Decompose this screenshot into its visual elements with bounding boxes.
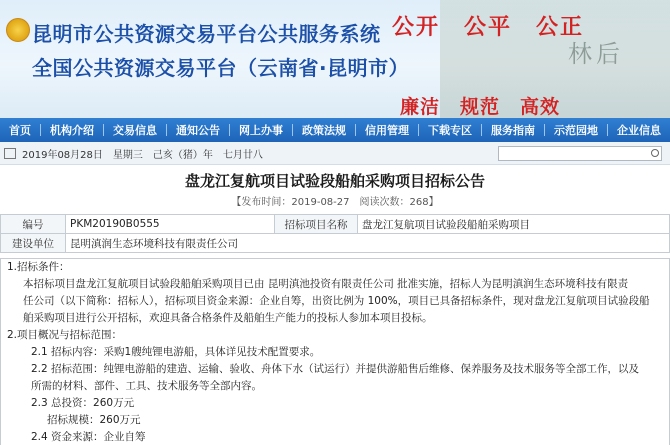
date-bar: [0, 142, 670, 165]
nav-item-trade-info[interactable]: 交易信息: [113, 124, 157, 137]
slogan-bottom: 廉洁 规范 高效: [400, 96, 561, 118]
nav-item-policies[interactable]: 政策法规: [302, 124, 346, 137]
nav-item-enterprise[interactable]: 企业信息: [617, 124, 661, 137]
section-heading: 2.项目概况与招标范围：: [7, 329, 123, 341]
calendar-icon: [4, 148, 16, 159]
search-input[interactable]: [498, 146, 662, 161]
site-banner: [0, 0, 670, 118]
article-body: [0, 258, 670, 445]
paragraph-line: 任公司（以下简称：招标人），招标项目资金来源：企业自筹，出资比例为 100%，项目已具备招标条件，现对盘龙江复航项目试验段船: [23, 295, 650, 307]
nav-item-notices[interactable]: 通知公告: [176, 124, 220, 137]
emblem-icon: [6, 18, 30, 42]
search-icon[interactable]: [651, 149, 659, 157]
section-heading: 1.招标条件：: [7, 261, 70, 273]
paragraph-line: 2.2 招标范围：纯锂电游船的建造、运输、验收、舟体下水（试运行）并提供游船售后维修、保养服务及技术服务等全部工作，以及: [31, 363, 640, 375]
paragraph-line: 招标规模：260万元: [47, 414, 141, 426]
paragraph-line: 舶采购项目进行公开招标，欢迎具备合格条件及船舶生产能力的投标人参加本项目投标。: [23, 312, 433, 324]
main-nav: [0, 118, 670, 142]
nav-item-downloads[interactable]: 下载专区: [428, 124, 472, 137]
code-value: PKM20190B0555: [66, 215, 275, 234]
slogan-top: 公开 公平 公正: [392, 15, 585, 40]
project-info-table: [0, 214, 670, 253]
site-subtitle: 全国公共资源交易平台（云南省·昆明市）: [32, 56, 410, 80]
builder-label: 建设单位: [1, 234, 66, 253]
table-row: [1, 234, 670, 253]
paragraph-line: 2.3 总投资：260万元: [31, 397, 135, 409]
nav-item-online-services[interactable]: 网上办事: [239, 124, 283, 137]
paragraph-line: 所需的材料、部件、工具、技术服务等全部内容。: [31, 380, 262, 392]
current-date: 2019年08月28日 星期三 己亥（猪）年 七月廿八: [22, 149, 263, 161]
nav-item-about[interactable]: 机构介绍: [50, 124, 94, 137]
nav-item-credit[interactable]: 信用管理: [365, 124, 409, 137]
site-title: 昆明市公共资源交易平台公共服务系统: [32, 22, 381, 46]
project-name-value: 盘龙江复航项目试验段船舶采购项目: [358, 215, 670, 234]
paragraph-line: 2.4 资金来源：企业自筹: [31, 431, 146, 443]
nav-item-demo-garden[interactable]: 示范园地: [554, 124, 598, 137]
banner-building-sign: 林后: [568, 40, 624, 68]
code-label: 编号: [1, 215, 66, 234]
nav-item-service-guide[interactable]: 服务指南: [491, 124, 535, 137]
article-title: 盘龙江复航项目试验段船舶采购项目招标公告: [184, 172, 485, 190]
project-name-label: 招标项目名称: [275, 215, 358, 234]
builder-value: 昆明滇润生态环境科技有限责任公司: [66, 234, 670, 253]
paragraph-line: 本招标项目盘龙江复航项目试验段船舶采购项目已由 昆明滇池投资有限责任公司 批准实施，招标人为昆明滇润生态环境科技有限责: [23, 278, 629, 290]
table-row: [1, 215, 670, 234]
nav-item-home[interactable]: 首页: [9, 124, 31, 137]
paragraph-line: 2.1 招标内容：采购1艘纯锂电游船，具体详见技术配置要求。: [31, 346, 321, 358]
article-meta: 【发布时间：2019-08-27 阅读次数：268】: [231, 197, 439, 208]
